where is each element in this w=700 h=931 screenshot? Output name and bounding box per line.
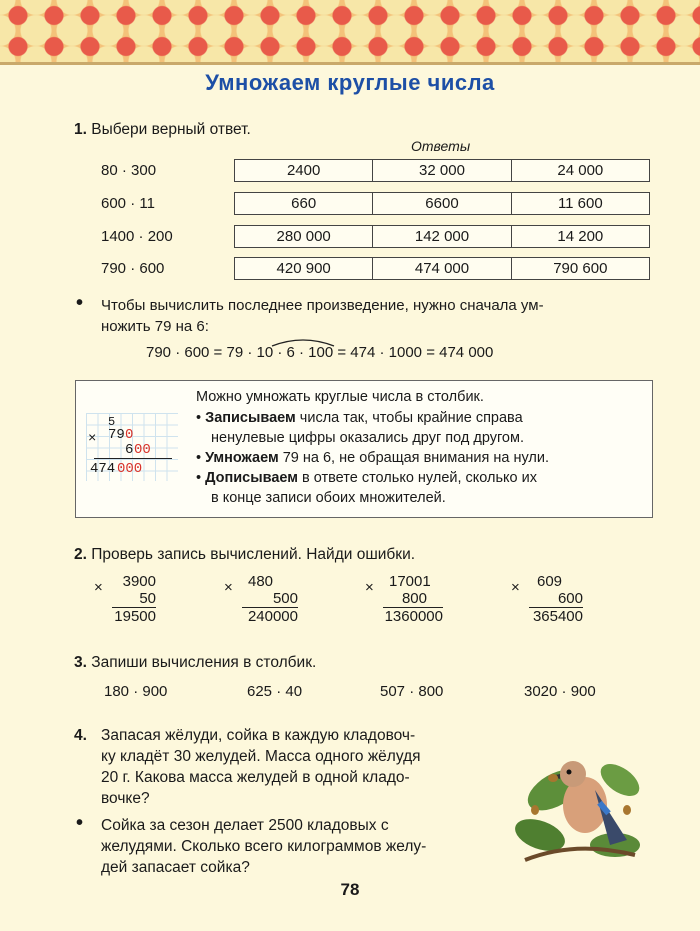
factor-a: 17001 bbox=[389, 573, 431, 590]
rule-step-1: • Записываем числа так, чтобы крайние справа bbox=[196, 410, 523, 426]
task4-line-4: вочке? bbox=[101, 790, 150, 807]
product: 19500 bbox=[112, 607, 156, 625]
grouping-arc-icon bbox=[268, 336, 338, 348]
task3-text: Запиши вычисления в столбик. bbox=[91, 654, 317, 671]
task4-line-3: 20 г. Какова масса желудей в одной кладо- bbox=[101, 769, 410, 786]
task4-line-2: ку кладёт 30 желудей. Масса одного жёлудя bbox=[101, 748, 421, 765]
multiply-sign: × bbox=[365, 579, 374, 596]
factor-bottom-zeros: 00 bbox=[134, 442, 151, 458]
rule-step-2-text: 79 на 6, не обращая внимания на нули. bbox=[278, 450, 550, 466]
task1-number: 1. bbox=[74, 121, 87, 138]
page-title: Умножаем круглые числа bbox=[205, 70, 495, 95]
rule-step-3-text: в ответе столько нулей, сколько их bbox=[297, 470, 538, 486]
note-formula: 790 · 600 = 79 · 10 · 6 · 100 = 474 · 1000 = 474 000 bbox=[146, 344, 494, 361]
page-number: 78 bbox=[340, 880, 360, 899]
bullet-marker: • bbox=[76, 292, 84, 314]
factor-b: 800 bbox=[401, 590, 427, 607]
rule-step-3-cont: в конце записи обоих множителей. bbox=[211, 490, 446, 506]
factor-bottom-digit: 6 bbox=[125, 442, 134, 458]
answer-option[interactable]: 14 200 bbox=[511, 226, 649, 247]
task4-number: 4. bbox=[74, 727, 87, 744]
factor-b: 600 bbox=[557, 590, 583, 607]
multiply-sign: × bbox=[94, 579, 103, 596]
rule-box bbox=[75, 380, 653, 518]
result-rule bbox=[94, 458, 172, 459]
answer-option[interactable]: 32 000 bbox=[372, 160, 510, 181]
task3-expr-2: 625 · 40 bbox=[247, 683, 303, 700]
factor-a: 3900 bbox=[122, 573, 156, 590]
product: 365400 bbox=[529, 607, 583, 625]
column-calc-3 bbox=[365, 573, 443, 625]
task1-text: Выбери верный ответ. bbox=[91, 121, 251, 138]
answer-option[interactable]: 24 000 bbox=[511, 160, 649, 181]
rule-step-1-cont: ненулевые цифры оказались друг под другом. bbox=[211, 430, 524, 446]
task3-expr-1: 180 · 900 bbox=[104, 683, 168, 700]
task1-expr-4: 790 · 600 bbox=[101, 260, 165, 277]
task3-number: 3. bbox=[74, 654, 87, 671]
task2-header bbox=[74, 546, 415, 564]
multiply-sign: × bbox=[511, 579, 520, 596]
factor-top-digits: 79 bbox=[108, 427, 125, 443]
bullet-marker: • bbox=[76, 812, 84, 834]
answer-option[interactable]: 280 000 bbox=[276, 228, 331, 245]
task4-line-1: Запасая жёлуди, сойка в каждую кладовоч- bbox=[101, 727, 416, 744]
task3-expr-4: 3020 · 900 bbox=[524, 683, 596, 700]
multiply-sign: × bbox=[88, 431, 97, 447]
jay-bird-illustration bbox=[515, 750, 645, 870]
factor-a: 480 bbox=[248, 573, 274, 590]
answer-option[interactable]: 11 600 bbox=[511, 193, 649, 214]
factor-a: 609 bbox=[537, 573, 563, 590]
answer-option[interactable]: 474 000 bbox=[372, 258, 510, 279]
task4-extra-2: желудями. Сколько всего килограммов желу- bbox=[101, 838, 427, 855]
decorative-header-pattern bbox=[0, 0, 700, 65]
result-zeros: 000 bbox=[117, 461, 143, 477]
rule-step-3: • Дописываем в ответе столько нулей, сколько их bbox=[196, 470, 538, 486]
product: 240000 bbox=[242, 607, 298, 625]
result-digits: 474 bbox=[90, 461, 116, 477]
rule-step-1-keyword: Записываем bbox=[205, 410, 296, 426]
task3-expr-3: 507 · 800 bbox=[380, 683, 444, 700]
task1-expr-2: 600 · 11 bbox=[101, 195, 155, 212]
answer-option[interactable]: 420 900 bbox=[276, 260, 331, 277]
column-calc-2 bbox=[224, 573, 298, 625]
rule-step-2-keyword: Умножаем bbox=[205, 450, 279, 466]
task1-header bbox=[74, 121, 251, 139]
task2-number: 2. bbox=[74, 546, 87, 563]
product: 1360000 bbox=[384, 608, 443, 625]
column-calc-4 bbox=[511, 573, 583, 625]
task2-text: Проверь запись вычислений. Найди ошибки. bbox=[91, 546, 416, 563]
answer-row-3 bbox=[234, 225, 650, 248]
carry-digit: 5 bbox=[108, 415, 116, 429]
answer-option[interactable]: 660 bbox=[291, 195, 317, 212]
task1-expr-3: 1400 · 200 bbox=[101, 228, 173, 245]
answer-row-4 bbox=[234, 257, 650, 280]
note-line-2: ножить 79 на 6: bbox=[101, 318, 209, 335]
rule-step-3-keyword: Дописываем bbox=[205, 470, 298, 486]
multiply-sign: × bbox=[224, 579, 233, 596]
answer-option[interactable]: 2400 bbox=[286, 162, 321, 179]
answer-option[interactable]: 790 600 bbox=[511, 258, 649, 279]
column-calc-1 bbox=[94, 573, 156, 625]
rule-intro: Можно умножать круглые числа в столбик. bbox=[196, 389, 484, 405]
answers-caption: Ответы bbox=[411, 138, 471, 154]
task3-header bbox=[74, 654, 316, 672]
task4-extra-3: дей запасает сойка? bbox=[101, 859, 250, 876]
task4-extra-1: Сойка за сезон делает 2500 кладовых с bbox=[101, 817, 389, 834]
note-line-1: Чтобы вычислить последнее произведение, нужно сначала ум- bbox=[101, 297, 544, 314]
factor-b: 500 bbox=[272, 590, 298, 607]
factor-b: 50 bbox=[139, 590, 156, 607]
answer-option[interactable]: 6600 bbox=[372, 193, 510, 214]
column-multiplication-grid bbox=[86, 413, 178, 481]
rule-step-1-text: числа так, чтобы крайние справа bbox=[295, 410, 523, 426]
factor-top-zero: 0 bbox=[125, 427, 134, 443]
answer-option[interactable]: 142 000 bbox=[372, 226, 510, 247]
answer-row-2 bbox=[234, 192, 650, 215]
task1-expr-1: 80 · 300 bbox=[101, 162, 157, 179]
answer-row-1 bbox=[234, 159, 650, 182]
rule-step-2: • Умножаем 79 на 6, не обращая внимания на нули. bbox=[196, 450, 550, 466]
